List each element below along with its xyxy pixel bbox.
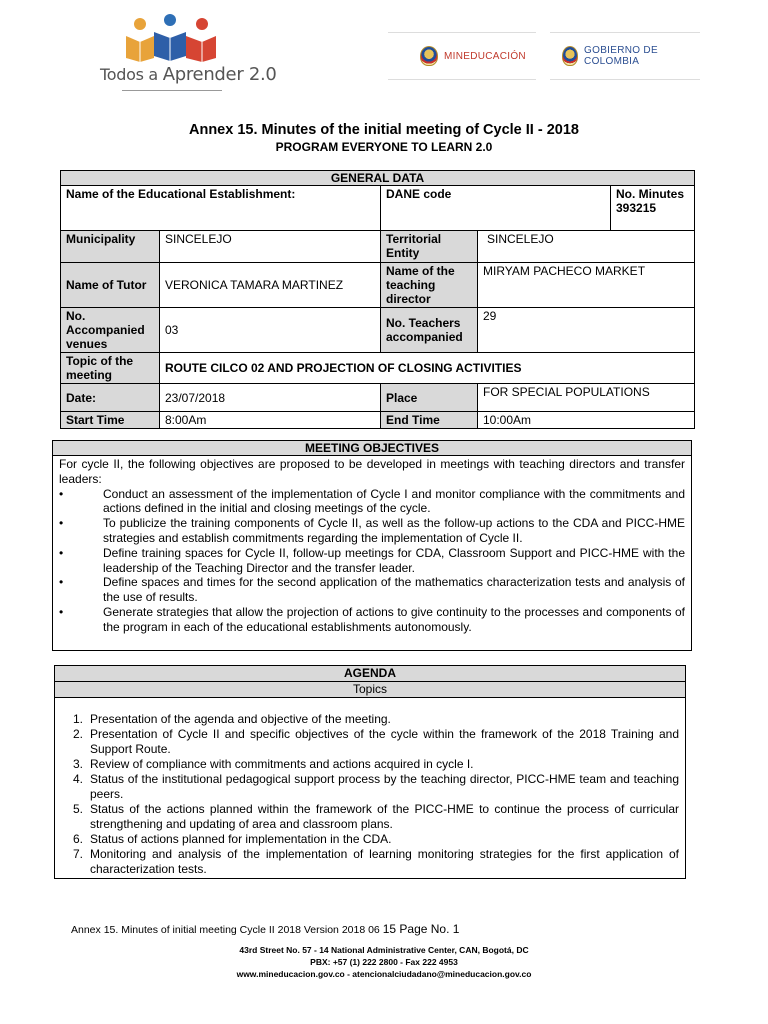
place-label: Place — [381, 384, 478, 412]
end-time-label: End Time — [381, 412, 478, 429]
tutor-value: VERONICA TAMARA MARTINEZ — [160, 263, 381, 308]
todos-a-aprender-logo — [100, 14, 277, 100]
general-data-header: GENERAL DATA — [61, 171, 695, 186]
brand-name: Todos a Aprender 2.0 — [100, 64, 277, 85]
objective-item: • To publicize the training components of Cycle II, as well as the follow-up actions to the CDA and PICC-HME strategies and establish commitments regarding the implementation of Cycle II. — [59, 516, 685, 545]
dane-label: DANE code — [381, 186, 611, 231]
tutor-label: Name of Tutor — [61, 263, 160, 308]
municipality-label: Municipality — [61, 231, 160, 263]
brand-divider — [122, 90, 222, 91]
director-label: Name of the teaching director — [381, 263, 478, 308]
agenda-item: 4. Status of the institutional pedagogical support process by the teaching director, PICC-HME team and teaching peers. — [72, 772, 679, 801]
agenda-item: 6. Status of actions planned for implementation in the CDA. — [72, 832, 392, 846]
agenda-item: 1. Presentation of the agenda and objective of the meeting. — [72, 712, 391, 726]
footer-address: 43rd Street No. 57 - 14 National Administrative Center, CAN, Bogotá, DC — [239, 945, 529, 955]
document-subtitle: PROGRAM EVERYONE TO LEARN 2.0 — [275, 140, 493, 154]
director-value: MIRYAM PACHECO MARKET — [478, 263, 695, 308]
teachers-value: 29 — [478, 308, 695, 353]
territorial-entity-label: Territorial Entity — [381, 231, 478, 263]
start-time-value: 8:00Am — [160, 412, 381, 429]
colombia-seal-icon — [420, 46, 438, 66]
objective-item: • Generate strategies that allow the projection of actions to give continuity to the processes and components of the program in each of the educational establishments autonomously. — [59, 604, 685, 634]
date-value: 23/07/2018 — [160, 384, 381, 412]
agenda-item: 2. Presentation of Cycle II and specific objectives of the cycle within the framework of the 2018 Training and Support Route. — [72, 727, 679, 756]
venues-value: 03 — [160, 308, 381, 353]
books-icon — [114, 14, 224, 64]
teachers-label: No. Teachers accompanied — [381, 308, 478, 353]
objective-item: • Define spaces and times for the second application of the mathematics characterization tests and analysis of the use of results. — [59, 575, 685, 605]
bullet-icon: • — [59, 516, 64, 531]
agenda-item: 7. Monitoring and analysis of the implementation of learning monitoring strategies for the first application of characterization tests. — [72, 847, 679, 876]
municipality-value: SINCELEJO — [160, 231, 381, 263]
venues-label: No. Accompanied venues — [61, 308, 160, 353]
gobierno-label: GOBIERNO DE COLOMBIA — [584, 45, 658, 67]
footer-doc-line: Annex 15. Minutes of initial meeting Cycle II 2018 Version 2018 06 15 Page No. 1 — [71, 922, 460, 936]
page-number: 15 Page No. 1 — [382, 922, 460, 936]
colombia-seal-icon — [562, 46, 578, 66]
agenda-item: 5. Status of the actions planned within the framework of the PICC-HME to continue the process of curricular strengthening and updating of area and classroom plans. — [72, 802, 679, 831]
objective-item: • Define training spaces for Cycle II, follow-up meetings for CDA, Classroom Support and PICC-HME with the leadership of the Teaching Director and the transfer leader. — [59, 545, 685, 575]
date-label: Date: — [61, 384, 160, 412]
meeting-objectives-section — [52, 440, 692, 651]
agenda-item: 3. Review of compliance with commitments and actions acquired in cycle I. — [72, 757, 474, 771]
topic-value: ROUTE CILCO 02 AND PROJECTION OF CLOSING ACTIVITIES — [160, 353, 695, 384]
bullet-icon: • — [59, 604, 64, 619]
general-data-table — [60, 170, 695, 429]
meeting-objectives-header: MEETING OBJECTIVES — [53, 441, 691, 456]
agenda-subheader: Topics — [55, 682, 685, 698]
agenda-header: AGENDA — [55, 666, 685, 682]
agenda-section — [54, 665, 686, 879]
bullet-icon: • — [59, 486, 64, 501]
mineducacion-label: MINEDUCACIÓN — [444, 50, 526, 62]
gobierno-logo — [550, 32, 700, 80]
topic-label: Topic of the meeting — [61, 353, 160, 384]
footer-web: www.mineducacion.gov.co - atencionalciudadano@mineducacion.gov.co — [236, 969, 532, 979]
place-value: FOR SPECIAL POPULATIONS — [478, 384, 695, 412]
bullet-icon: • — [59, 545, 64, 560]
minutes-number: No. Minutes 393215 — [611, 186, 695, 231]
bullet-icon: • — [59, 575, 64, 590]
objective-item: • Conduct an assessment of the implementation of Cycle I and monitor compliance with the commitments and actions defined in the initial and closing meetings of the cycle. — [59, 486, 685, 516]
start-time-label: Start Time — [61, 412, 160, 429]
document-title: Annex 15. Minutes of the initial meeting of Cycle II - 2018 — [189, 122, 579, 138]
establishment-label: Name of the Educational Establishment: — [61, 186, 381, 231]
end-time-value: 10:00Am — [478, 412, 695, 429]
mineducacion-logo — [388, 32, 536, 80]
objectives-intro: For cycle II, the following objectives are proposed to be developed in meetings with teaching directors and transfer leaders: — [59, 457, 685, 486]
territorial-entity-value: SINCELEJO — [478, 231, 695, 263]
footer-phone: PBX: +57 (1) 222 2800 - Fax 222 4953 — [310, 957, 458, 967]
